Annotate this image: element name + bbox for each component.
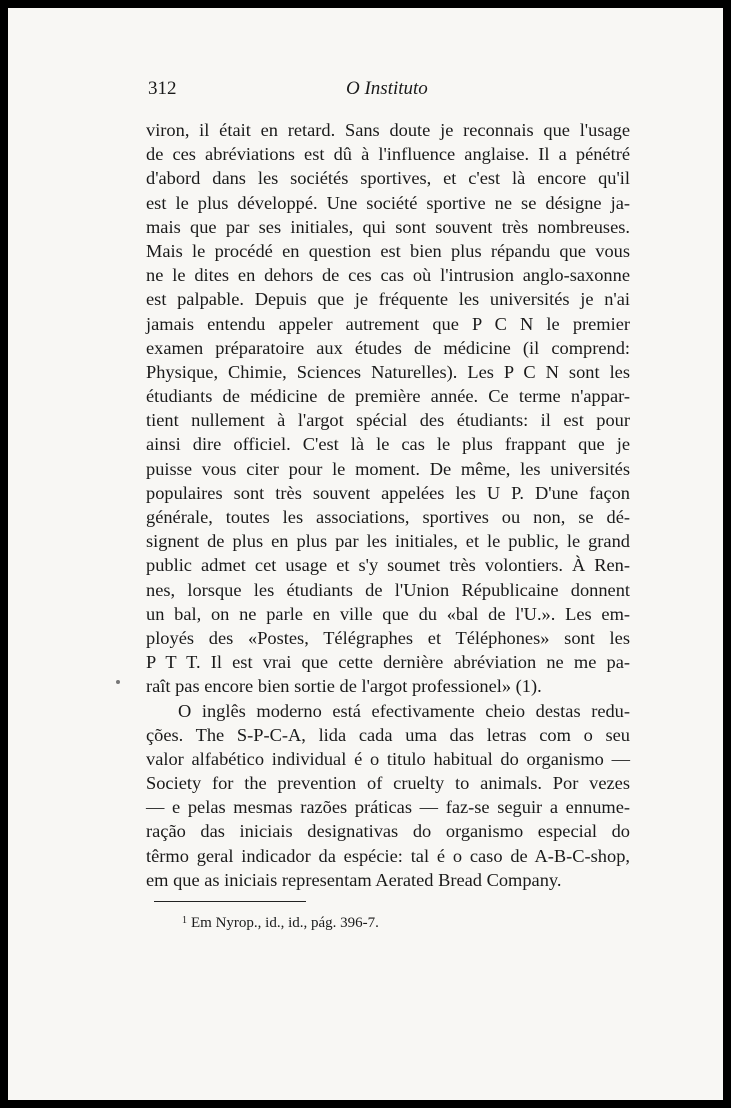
text-line: Mais le procédé en question est bien plus répandu que vous <box>146 240 630 261</box>
footnote-divider <box>154 901 306 902</box>
text-line: étudiants de médicine de première année. Ce terme n'appar- <box>146 386 630 407</box>
text-line: O inglês moderno está efectivamente cheio destas redu- <box>178 700 630 721</box>
text-line: raît pas encore bien sortie de l'argot professionel» (1). <box>146 676 542 697</box>
text-line: examen préparatoire aux études de médicine (il comprend: <box>146 337 630 358</box>
text-line: de ces abréviations est dû à l'influence anglaise. Il a pénétré <box>146 144 630 165</box>
text-line: têrmo geral indicador da espécie: tal é o caso de A-B-C-shop, <box>146 845 630 866</box>
text-line: mais que par ses initiales, qui sont souvent très nombreuses. <box>146 216 630 237</box>
page-number: 312 <box>148 78 177 99</box>
text-line: jamais entendu appeler autrement que P C N le premier <box>146 313 630 334</box>
text-line: em que as iniciais representam Aerated Bread Company. <box>146 869 562 890</box>
book-page <box>8 8 723 1100</box>
body-text <box>146 118 630 892</box>
footnote-text: Em Nyrop., id., id., pág. 396-7. <box>191 915 379 931</box>
text-line: signent de plus en plus par les initiales, et le public, le grand <box>146 531 630 552</box>
text-line: ções. The S-P-C-A, lida cada uma das letras com o seu <box>146 724 630 745</box>
text-line: est palpable. Depuis que je fréquente les universités je n'ai <box>146 289 630 310</box>
text-line: ployés des «Postes, Télégraphes et Téléphones» sont les <box>146 627 630 648</box>
text-line: nes, lorsque les étudiants de l'Union Républicaine donnent <box>146 579 630 600</box>
text-line: ração das iniciais designativas do organismo especial do <box>146 821 630 842</box>
text-line: ne le dites en dehors de ces cas où l'intrusion anglo-saxonne <box>146 265 630 286</box>
text-line: puisse vous citer pour le moment. De même, les universités <box>146 458 630 479</box>
text-line: un bal, on ne parle en ville que du «bal de l'U.». Les em- <box>146 603 630 624</box>
footnote <box>182 915 379 932</box>
text-line: public admet cet usage et s'y soumet très volontiers. À Ren- <box>146 555 630 576</box>
text-line: tient nullement à l'argot spécial des étudiants: il est pour <box>146 410 630 431</box>
text-line: ainsi dire officiel. C'est là le cas le plus frappant que je <box>146 434 630 455</box>
text-line: générale, toutes les associations, sportives ou non, se dé- <box>146 507 630 527</box>
text-line: P T T. Il est vrai que cette dernière abréviation ne me pa- <box>146 652 630 673</box>
text-line: viron, il était en retard. Sans doute je reconnais que l'usage <box>146 120 630 140</box>
text-line: Physique, Chimie, Sciences Naturelles). Les P C N sont les <box>146 361 630 382</box>
running-title: O Instituto <box>346 78 428 99</box>
page-header <box>146 78 630 108</box>
footnote-marker: 1 <box>182 915 187 926</box>
text-line: valor alfabético individual é o titulo habitual do organismo — <box>146 748 630 769</box>
text-line: — e pelas mesmas razões práticas — faz-se seguir a ennume- <box>146 797 630 818</box>
text-line: populaires sont très souvent appelées les U P. D'une façon <box>146 482 630 503</box>
text-line: Society for the prevention of cruelty to animals. Por vezes <box>146 773 630 794</box>
margin-mark <box>116 680 120 684</box>
text-line: est le plus développé. Une société sportive ne se désigne ja- <box>146 192 630 213</box>
text-line: d'abord dans les sociétés sportives, et c'est là encore qu'il <box>146 168 630 189</box>
